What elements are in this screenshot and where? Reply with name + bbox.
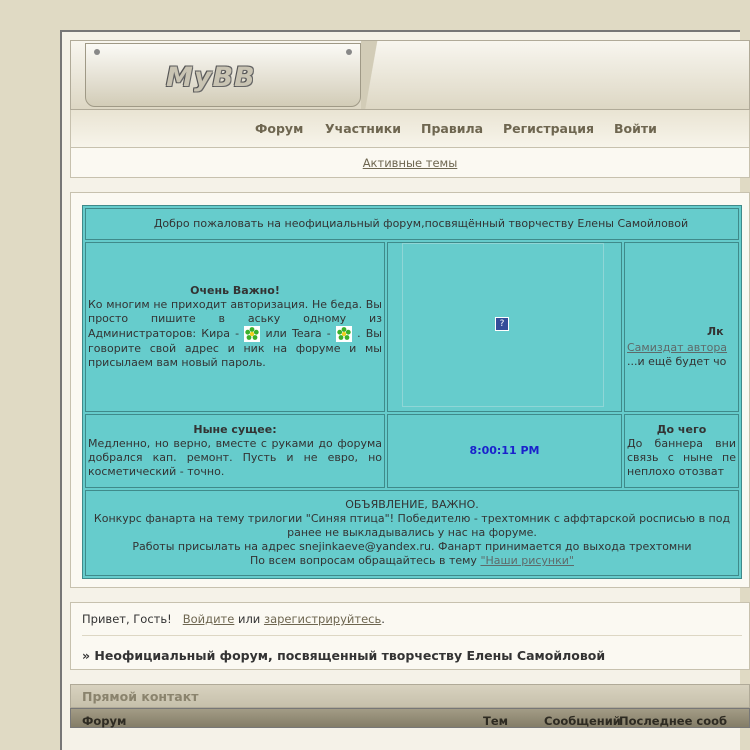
divider (82, 635, 742, 636)
greeting-line: Привет, Гость! Войдите или зарегистрируйтесь. (82, 612, 385, 626)
col-topics: Тем (483, 714, 509, 728)
welcome-text: Добро пожаловать на неофициальный форум,посвящённый творчеству Елены Самойловой (85, 208, 739, 240)
nav-register[interactable]: Регистрация (503, 121, 595, 136)
nav-login[interactable]: Войти (614, 121, 657, 136)
forum-table-header (70, 708, 750, 728)
present-title: Ныне сущее: (193, 423, 277, 436)
banner-cell (624, 414, 739, 488)
notice-line4: По всем вопросам обращайтесь в тему (250, 554, 477, 567)
present-text: Медленно, но верно, вместе с руками до форума добрался кап. ремонт. Пусть и не евро, но косметический - точно. (88, 437, 382, 478)
category-header (70, 684, 750, 708)
announcement-table (82, 205, 742, 579)
logo-plate[interactable] (85, 43, 361, 107)
drawings-topic-link[interactable]: "Наши рисунки" (480, 554, 574, 567)
col-forum: Форум (82, 714, 127, 728)
notice-title: ОБЪЯВЛЕНИЕ, ВАЖНО. (345, 498, 479, 511)
links-more-text: ...и ещё будет чо (627, 355, 727, 368)
important-text-c: . Вы говорите свой адрес и ник на форуме и мы присылаем вам новый пароль. (88, 327, 382, 369)
banner-text: До баннера вни связь с ныне пе неплохо отозват (627, 437, 736, 478)
main-nav (70, 110, 750, 148)
page-container (60, 30, 740, 750)
forum-title: » Неофициальный форум, посвященный творчеству Елены Самойловой (82, 648, 606, 663)
important-text-a: Ко многим не приходит авторизация. Не беда. Вы просто пишите в аську одному из Администраторов: Кира - (88, 298, 382, 340)
present-cell (85, 414, 385, 488)
links-cell (624, 242, 739, 412)
contest-notice (85, 490, 739, 576)
greeting-text: Привет, Гость! (82, 612, 172, 626)
icq-flower-icon[interactable] (244, 326, 260, 342)
important-cell (85, 242, 385, 412)
register-link[interactable]: зарегистрируйтесь (263, 612, 382, 626)
or-text: или (237, 612, 261, 626)
samizdat-link[interactable]: Самиздат автора (627, 341, 728, 354)
greeting-box (70, 602, 750, 670)
announcement-box (70, 192, 750, 588)
screw-icon (346, 49, 352, 55)
nav-forum[interactable]: Форум (255, 121, 304, 136)
image-cell (387, 242, 622, 412)
login-link[interactable]: Войдите (182, 612, 235, 626)
active-topics-link[interactable]: Активные темы (362, 156, 458, 170)
logo-slant (361, 41, 381, 109)
important-text-b: или Teara - (265, 327, 331, 340)
clock: 8:00:11 PM (387, 414, 622, 488)
header (70, 40, 750, 110)
links-heading: Лк (707, 325, 724, 338)
nav-rules[interactable]: Правила (421, 121, 484, 136)
subnav (70, 148, 750, 178)
icq-flower-icon[interactable] (336, 326, 352, 342)
banner-title: До чего (656, 423, 707, 436)
screw-icon (94, 49, 100, 55)
col-posts: Сообщений (544, 714, 621, 728)
notice-line3: Работы присылать на адрес snejinkaeve@yandex.ru. Фанарт принимается до выхода трехтомни (132, 540, 692, 553)
nav-members[interactable]: Участники (325, 121, 401, 136)
broken-image-icon: ? (495, 317, 509, 331)
logo[interactable]: MyBB (166, 62, 256, 93)
category-title[interactable]: Прямой контакт (82, 689, 199, 704)
col-last-post: Последнее сооб (619, 714, 728, 728)
important-title: Очень Важно! (190, 284, 280, 297)
notice-line1: Конкурс фанарта на тему трилогии "Синяя птица"! Победителю - трехтомник с аффтарской росписью в под (93, 512, 731, 525)
notice-line2: ранее не выкладывались у нас на форуме. (287, 526, 537, 539)
